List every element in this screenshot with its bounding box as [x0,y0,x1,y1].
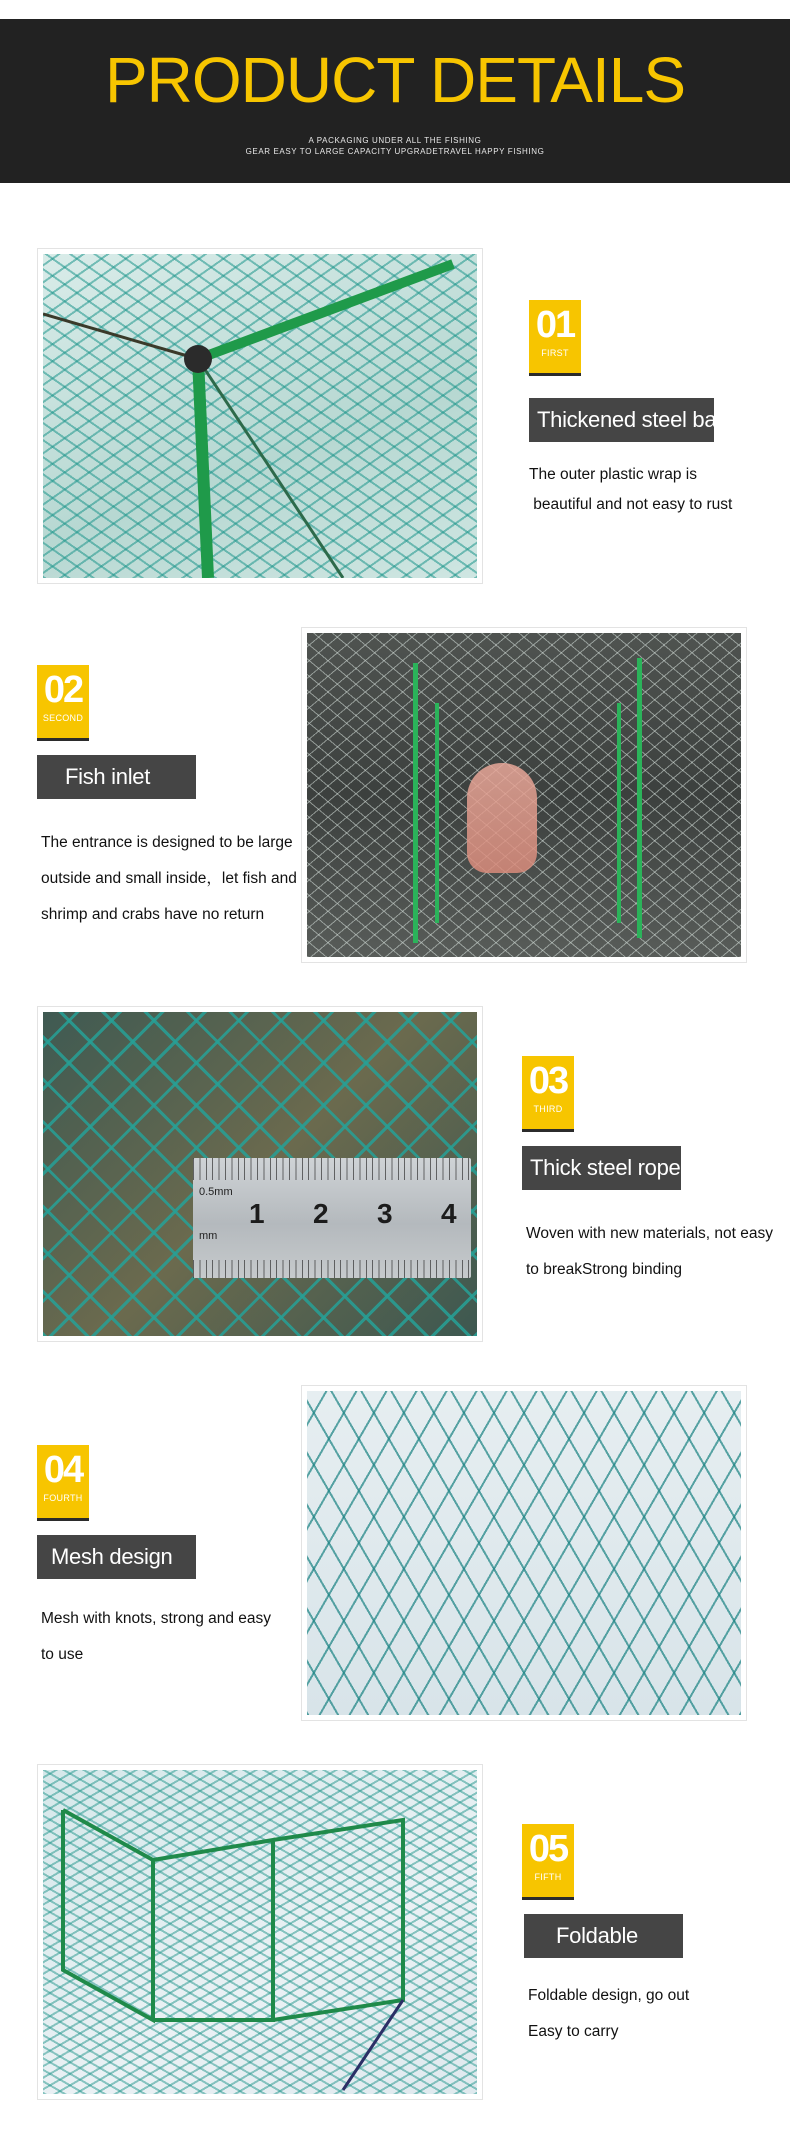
feature-section-3 [0,1006,790,1342]
feature-photo-1 [37,248,483,584]
feature-section-5 [0,1764,790,2100]
feature-badge-1: 01 FIRST [529,300,581,376]
feature-title-5: Foldable [524,1914,683,1958]
feature-photo-2 [301,627,747,963]
feature-desc-5: Foldable design, go out Easy to carry [528,1987,690,2040]
ruler-image: 0.5mm mm 1 2 3 4 [193,1158,471,1278]
feature-title-2: Fish inlet [37,755,196,799]
subtitle-line-1: A PACKAGING UNDER ALL THE FISHING [308,136,482,145]
feature-section-1 [0,248,790,584]
feature-badge-5: 05 FIFTH [522,1824,574,1900]
feature-photo-4 [301,1385,747,1721]
feature-badge-2: 02 SECOND [37,665,89,741]
feature-title-4: Mesh design [37,1535,196,1579]
feature-desc-1: The outer plastic wrap is beautiful and not easy to rust [529,466,733,513]
feature-desc-2: The entrance is designed to be large outside and small inside，let fish and shrimp and crabs have no return [41,834,297,923]
feature-title-3: Thick steel rope [522,1146,681,1190]
feature-section-4 [0,1385,790,1721]
subtitle-line-2: GEAR EASY TO LARGE CAPACITY UPGRADETRAVEL HAPPY FISHING [245,147,545,156]
feature-photo-3 [37,1006,483,1342]
folded-net-frame [43,1770,477,2094]
net-frame-graphic [43,254,477,578]
feature-desc-3: Woven with new materials, not easy to breakStrong binding [526,1225,773,1278]
feature-photo-5 [37,1764,483,2100]
feature-desc-4: Mesh with knots, strong and easy to use [41,1610,272,1663]
feature-badge-3: 03 THIRD [522,1056,574,1132]
header-banner [0,19,790,183]
feature-section-2 [0,627,790,963]
page-title: PRODUCT DETAILS [104,44,686,116]
hand-photo-element [467,763,537,873]
feature-title-1: Thickened steel bar [529,398,714,442]
feature-badge-4: 04 FOURTH [37,1445,89,1521]
